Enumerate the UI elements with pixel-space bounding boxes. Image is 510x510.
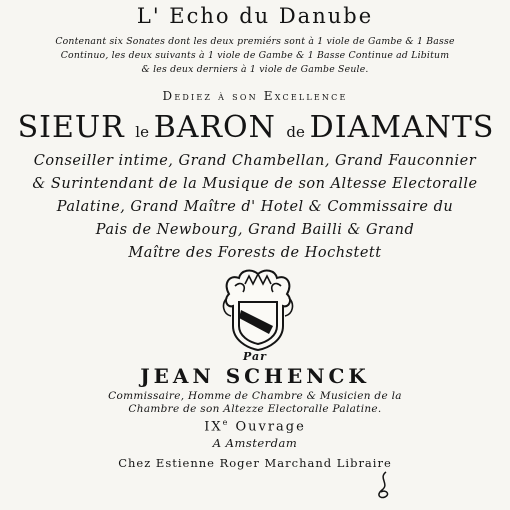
- dedication-line: Dediez à son Excellence: [162, 89, 348, 103]
- dedicatee-titles-line-4: Pais de Newbourg, Grand Bailli & Grand: [95, 222, 415, 238]
- dedicatee-part-4: de: [286, 123, 310, 141]
- publisher-line: Chez Estienne Roger Marchand Libraire: [118, 456, 392, 470]
- dedicatee-part-2: le: [135, 123, 154, 141]
- par-label: Par: [243, 350, 267, 363]
- coat-of-arms-icon: [219, 264, 297, 352]
- dedicatee-titles-line-3: Palatine, Grand Maître d' Hotel & Commissaire du: [56, 199, 454, 215]
- author-titles-line-2: Chambre de son Altezze Electoralle Palatine.: [128, 403, 382, 415]
- dedicatee-titles-line-5: Maître des Forests de Hochstett: [128, 245, 382, 261]
- subtitle-line-2: Continuo, les deux suivants à 1 viole de Gambe & 1 Basse Continue ad Libitum: [60, 50, 450, 61]
- dedicatee-part-1: SIEUR: [17, 110, 136, 145]
- work-title: L' Echo du Danube: [136, 4, 374, 28]
- subtitle-line-3: & les deux derniers à 1 viole de Gambe Seule.: [141, 64, 369, 75]
- opus-word: Ouvrage: [229, 419, 306, 435]
- opus-superscript: e: [222, 418, 230, 427]
- dedicatee-titles-line-1: Conseiller intime, Grand Chambellan, Grand Fauconnier: [33, 153, 477, 169]
- opus-number: IX: [204, 419, 223, 435]
- dedicatee-name: [0, 110, 510, 145]
- dedicatee-part-5: DIAMANTS: [309, 110, 495, 145]
- dedicatee-part-3: BARON: [153, 110, 287, 145]
- opus-line: [0, 418, 510, 434]
- author-titles-line-1: Commissaire, Homme de Chambre & Musicien de la: [108, 390, 402, 402]
- publication-place: A Amsterdam: [212, 436, 298, 450]
- subtitle-line-1: Contenant six Sonates dont les deux premiérs sont à 1 viole de Gambe & 1 Basse: [55, 36, 455, 47]
- dedicatee-titles-line-2: & Surintendant de la Musique de son Altesse Electoralle: [32, 176, 478, 192]
- author-name: JEAN SCHENCK: [140, 364, 370, 388]
- flourish-ornament-icon: [368, 470, 398, 500]
